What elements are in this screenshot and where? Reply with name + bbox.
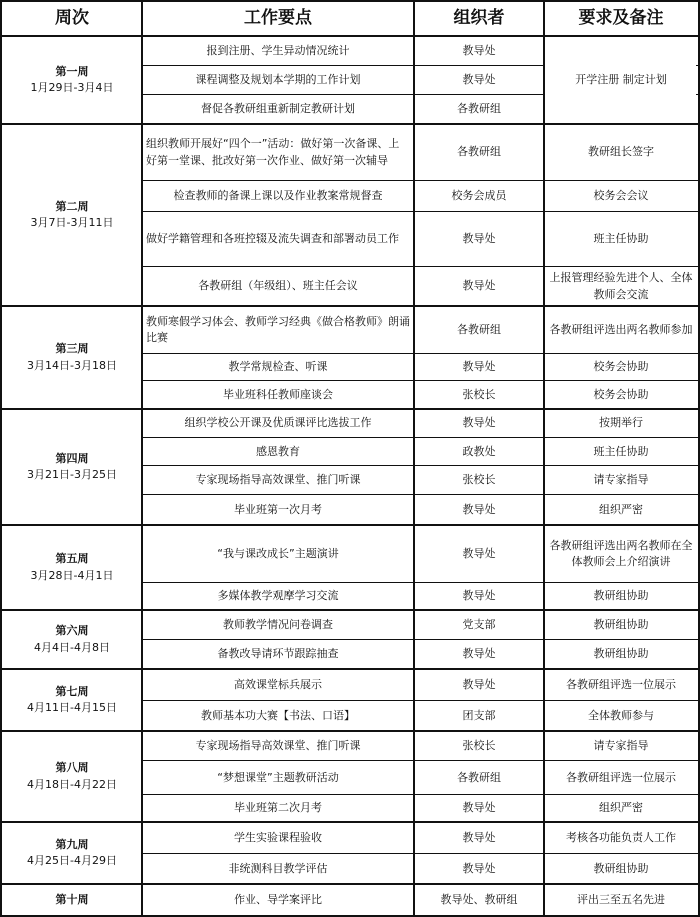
organizer-cell: 教导处 — [462, 43, 496, 57]
week-cell — [2, 306, 142, 409]
organizer-cell: 各教研组 — [457, 145, 501, 159]
week-cell — [2, 884, 142, 916]
week-cell — [2, 731, 142, 822]
note-cell: 组织严密 — [599, 502, 643, 516]
week-label: 第三周 — [55, 342, 89, 355]
week-cell — [2, 669, 142, 731]
week-cell — [2, 124, 142, 306]
note-cell: 评出三至五名先进 — [577, 892, 665, 906]
note-cell: 教研组协助 — [593, 617, 649, 631]
week-dates: 3月21日-3月25日 — [27, 468, 117, 481]
organizer-cell: 各教研组 — [457, 102, 501, 116]
note-cell: 教研组长签字 — [588, 145, 654, 159]
task-cell: 督促各教研组重新制定教研计划 — [201, 102, 355, 116]
week-dates: 4月4日-4月8日 — [34, 640, 110, 654]
note-cell-merged: 开学注册 制定计划 — [575, 72, 667, 86]
week-dates: 3月28日-4月1日 — [30, 568, 114, 582]
organizer-cell: 校务会成员 — [451, 189, 507, 203]
note-cell: 班主任协助 — [593, 444, 649, 458]
table-rule — [0, 0, 700, 2]
organizer-cell: 张校长 — [462, 473, 496, 487]
week-label: 第八周 — [55, 761, 89, 774]
week-cell — [2, 36, 142, 124]
note-cell: 校务会会议 — [593, 189, 649, 203]
organizer-cell: 教导处 — [462, 677, 496, 691]
week-cell — [2, 409, 142, 525]
organizer-cell: 各教研组 — [457, 770, 501, 784]
task-cell: 各教研组（年级组）、班主任会议 — [198, 279, 358, 293]
organizer-cell: 教导处 — [462, 801, 496, 815]
task-cell: “我与课改成长”主题演讲 — [217, 546, 339, 560]
task-cell: 组织教师开展好“四个一”活动：做好第一次备课、上好第一堂课、批改好第一次作业、做好第一次辅导 — [146, 137, 400, 167]
organizer-cell: 教导处 — [462, 647, 496, 661]
week-cell-text — [34, 623, 110, 656]
week-cell-text — [56, 892, 89, 909]
week-cell-text — [27, 341, 117, 374]
organizer-cell: 团支部 — [462, 708, 496, 722]
note-cell: 全体教师参与 — [588, 708, 654, 722]
task-cell: 检查教师的备课上课以及作业教案常规督查 — [173, 189, 383, 203]
task-cell: 报到注册、学生异动情况统计 — [206, 43, 350, 57]
week-cell-text — [31, 551, 114, 584]
note-cell: 按期举行 — [599, 416, 643, 430]
week-label: 第二周 — [55, 199, 89, 213]
task-cell: 学生实验课程验收 — [234, 830, 322, 844]
organizer-cell: 教导处 — [462, 360, 496, 374]
note-cell: 校务会协助 — [593, 387, 649, 401]
week-label: 第一周 — [55, 64, 89, 78]
week-cell-text — [31, 64, 114, 97]
note-cell: 请专家指导 — [593, 738, 649, 752]
organizer-cell: 教导处 — [462, 502, 496, 516]
week-cell-text — [27, 760, 117, 793]
task-cell: 组织学校公开课及优质课评比选拔工作 — [184, 416, 372, 430]
week-label: 第五周 — [55, 552, 89, 565]
note-cell: 校务会协助 — [593, 360, 649, 374]
week-dates: 4月18日-4月22日 — [27, 777, 117, 791]
organizer-cell: 教导处 — [462, 73, 496, 87]
task-cell: 非统测科目教学评估 — [228, 861, 328, 875]
organizer-cell: 教导处、教研组 — [440, 892, 518, 906]
task-cell: 做好学籍管理和各班控辍及流失调查和部署动员工作 — [146, 232, 399, 246]
task-cell: 毕业班科任教师座谈会 — [223, 387, 333, 401]
note-cell: 各教研组评选一位展示 — [566, 770, 676, 784]
week-cell — [2, 822, 142, 884]
task-cell: 毕业班第二次月考 — [234, 801, 322, 815]
task-cell: 教学常规检查、听课 — [228, 360, 328, 374]
week-label: 第九周 — [55, 837, 89, 851]
week-dates: 1月29日-3月4日 — [30, 81, 114, 94]
organizer-cell: 教导处 — [462, 416, 496, 430]
note-cell: 请专家指导 — [593, 473, 649, 487]
week-cell-text — [27, 684, 117, 717]
week-dates: 4月25日-4月29日 — [27, 854, 117, 867]
organizer-cell: 教导处 — [462, 279, 496, 293]
organizer-cell: 教导处 — [462, 589, 496, 603]
organizer-cell: 教导处 — [462, 546, 496, 560]
note-cell: 组织严密 — [599, 801, 643, 815]
week-cell-text — [27, 451, 117, 484]
note-cell: 教研组协助 — [593, 589, 649, 603]
week-label: 第十周 — [55, 892, 89, 906]
task-cell: 毕业班第一次月考 — [234, 502, 322, 516]
note-cell: 各教研组评选出两名教师在全体教师会上介绍演讲 — [549, 538, 693, 568]
week-label: 第四周 — [55, 451, 89, 465]
note-cell: 各教研组评选一位展示 — [566, 677, 676, 691]
week-label: 第六周 — [55, 624, 89, 637]
header-task: 工作要点 — [244, 8, 312, 29]
note-cell: 教研组协助 — [593, 647, 649, 661]
note-cell: 考核各功能负责人工作 — [566, 830, 676, 844]
note-cell: 各教研组评选出两名教师参加 — [549, 322, 693, 336]
organizer-cell: 各教研组 — [457, 322, 501, 336]
organizer-cell: 政教处 — [462, 444, 496, 458]
note-cell: 班主任协助 — [593, 232, 649, 246]
task-cell: 教师教学情况问卷调查 — [223, 617, 333, 631]
header-organizer: 组织者 — [453, 8, 505, 29]
task-cell: 多媒体教学观摩学习交流 — [217, 589, 339, 603]
week-dates: 4月11日-4月15日 — [27, 701, 117, 714]
header-week: 周次 — [55, 8, 89, 29]
organizer-cell: 党支部 — [462, 617, 496, 631]
task-cell: 教师寒假学习体会、教师学习经典《做合格教师》朗诵比赛 — [146, 314, 410, 344]
week-dates: 3月7日-3月11日 — [30, 216, 114, 229]
week-cell — [2, 610, 142, 669]
organizer-cell: 教导处 — [462, 232, 496, 246]
organizer-cell: 张校长 — [462, 738, 496, 752]
task-cell: “梦想课堂”主题教研活动 — [217, 770, 339, 784]
task-cell: 作业、导学案评比 — [234, 892, 322, 906]
task-cell: 教师基本功大赛【书法、口语】 — [201, 708, 355, 722]
week-cell-text — [27, 837, 117, 870]
week-cell — [2, 525, 142, 610]
note-cell: 教研组协助 — [593, 861, 649, 875]
task-cell: 感恩教育 — [256, 444, 300, 458]
task-cell: 备教改导请环节跟踪抽查 — [217, 647, 339, 661]
week-dates: 3月14日-3月18日 — [27, 358, 117, 372]
organizer-cell: 教导处 — [462, 830, 496, 844]
task-cell: 课程调整及规划本学期的工作计划 — [195, 73, 361, 87]
task-cell: 专家现场指导高效课堂、推门听课 — [195, 738, 361, 752]
task-cell: 专家现场指导高效课堂、推门听课 — [195, 473, 361, 487]
organizer-cell: 张校长 — [462, 387, 496, 401]
task-cell: 高效课堂标兵展示 — [234, 677, 322, 691]
note-cell: 上报管理经验先进个人、全体教师会交流 — [549, 271, 693, 301]
organizer-cell: 教导处 — [462, 861, 496, 875]
header-notes: 要求及备注 — [578, 8, 664, 29]
week-label: 第七周 — [55, 684, 89, 698]
week-cell-text — [31, 199, 114, 232]
